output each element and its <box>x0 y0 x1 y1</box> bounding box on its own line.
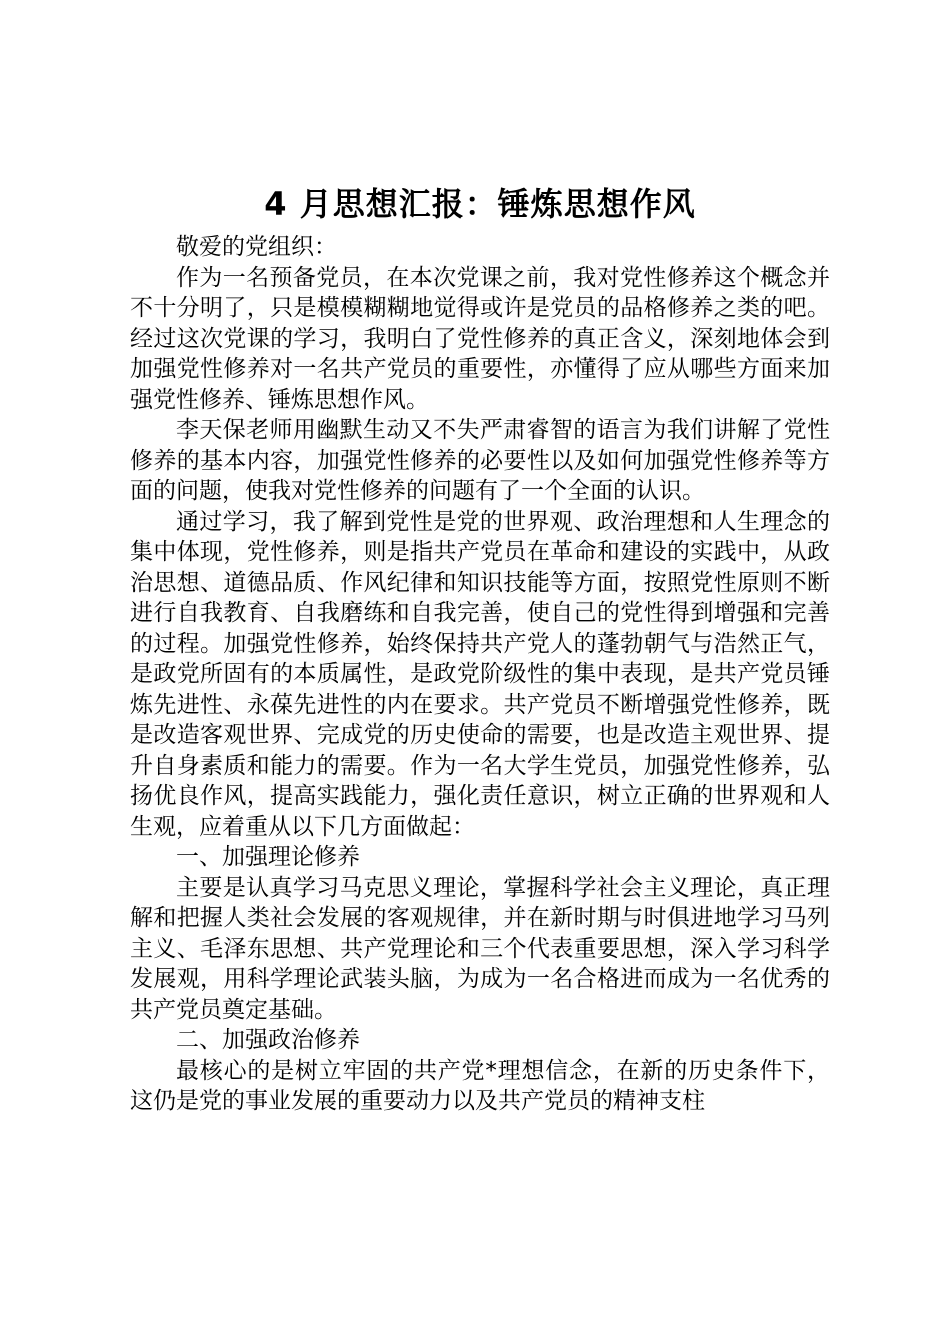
document-body <box>130 180 830 1117</box>
paragraph-theory: 主要是认真学习马克思义理论，掌握科学社会主义理论，真正理解和把握人类社会发展的客观规律，并在新时期与时俱进地学习马列主义、毛泽东思想、共产党理论和三个代表重要思想，深入学习科学发展观，用科学理论武装头脑，为成为一名合格进而成为一名优秀的共产党员奠定基础。 <box>130 874 830 1023</box>
paragraph-politics: 最核心的是树立牢固的共产党*理想信念，在新的历史条件下，这仍是党的事业发展的重要动力以及共产党员的精神支柱 <box>130 1057 830 1114</box>
section-heading-politics: 二、加强政治修养 <box>176 1027 360 1053</box>
section-heading-theory: 一、加强理论修养 <box>176 844 360 870</box>
document-title: 4 月思想汇报：锤炼思想作风 <box>264 185 696 223</box>
salutation: 敬爱的党组织： <box>176 234 337 260</box>
paragraph-intro: 作为一名预备党员，在本次党课之前，我对党性修养这个概念并不十分明了，只是模模糊糊地觉得或许是党员的品格修养之类的吧。经过这次党课的学习，我明白了党性修养的真正含义，深刻地体会到加强党性修养对一名共产党员的重要性，亦懂得了应从哪些方面来加强党性修养、锤炼思想作风。 <box>130 264 830 413</box>
paragraph-lecture: 李天保老师用幽默生动又不失严肃睿智的语言为我们讲解了党性修养的基本内容，加强党性修养的必要性以及如何加强党性修养等方面的问题，使我对党性修养的问题有了一个全面的认识。 <box>130 417 830 504</box>
paragraph-understanding: 通过学习，我了解到党性是党的世界观、政治理想和人生理念的集中体现，党性修养，则是指共产党员在革命和建设的实践中，从政治思想、道德品质、作风纪律和知识技能等方面，按照党性原则不断进行自我教育、自我磨练和自我完善，使自己的党性得到增强和完善的过程。加强党性修养，始终保持共产党人的蓬勃朝气与浩然正气，是政党所固有的本质属性，是政党阶级性的集中表现，是共产党员锤炼先进性、永葆先进性的内在要求。共产党员不断增强党性修养，既是改造客观世界、完成党的历史使命的需要，也是改造主观世界、提升自身素质和能力的需要。作为一名大学生党员，加强党性修养，弘扬优良作风，提高实践能力，强化责任意识，树立正确的世界观和人生观，应着重从以下几方面做起： <box>130 508 830 840</box>
